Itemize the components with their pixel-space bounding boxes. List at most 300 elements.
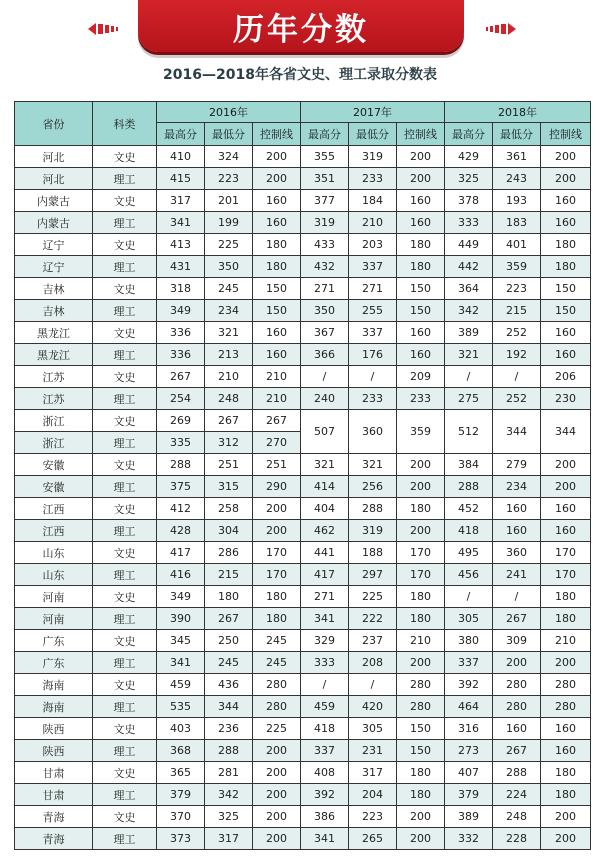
control-line-cell: 280 bbox=[253, 674, 301, 696]
sub-header-control: 控制线 bbox=[397, 123, 445, 146]
control-line-cell: 270 bbox=[253, 432, 301, 454]
banner-title: 历年分数 bbox=[233, 11, 369, 48]
max-score-cell: 507 bbox=[301, 410, 349, 454]
control-line-cell: 206 bbox=[541, 366, 591, 388]
control-line-cell: 280 bbox=[397, 696, 445, 718]
min-score-cell: 321 bbox=[205, 322, 253, 344]
control-line-cell: 180 bbox=[397, 498, 445, 520]
province-cell: 江苏 bbox=[15, 366, 93, 388]
min-score-cell: 243 bbox=[493, 168, 541, 190]
max-score-cell: 288 bbox=[157, 454, 205, 476]
min-score-cell: 160 bbox=[493, 718, 541, 740]
max-score-cell: 367 bbox=[301, 322, 349, 344]
table-row bbox=[15, 410, 591, 432]
control-line-cell: 150 bbox=[397, 718, 445, 740]
control-line-cell: 150 bbox=[253, 300, 301, 322]
control-line-cell: 200 bbox=[541, 454, 591, 476]
control-line-cell: 150 bbox=[397, 740, 445, 762]
min-score-cell: 234 bbox=[205, 300, 253, 322]
province-cell: 广东 bbox=[15, 652, 93, 674]
min-score-cell: 199 bbox=[205, 212, 253, 234]
province-cell: 青海 bbox=[15, 828, 93, 850]
control-line-cell: 200 bbox=[253, 784, 301, 806]
table-row bbox=[15, 454, 591, 476]
province-cell: 吉林 bbox=[15, 300, 93, 322]
max-score-cell: 392 bbox=[301, 784, 349, 806]
table-row bbox=[15, 718, 591, 740]
control-line-cell: 200 bbox=[253, 828, 301, 850]
category-cell: 理工 bbox=[93, 828, 157, 850]
category-cell: 文史 bbox=[93, 190, 157, 212]
max-score-cell: 442 bbox=[445, 256, 493, 278]
control-line-cell: 200 bbox=[397, 828, 445, 850]
min-score-cell: 325 bbox=[205, 806, 253, 828]
min-score-cell: 241 bbox=[493, 564, 541, 586]
min-score-cell: 223 bbox=[493, 278, 541, 300]
control-line-cell: 200 bbox=[397, 476, 445, 498]
max-score-cell: 410 bbox=[157, 146, 205, 168]
max-score-cell: 337 bbox=[445, 652, 493, 674]
right-arrow-ornament-icon bbox=[484, 22, 516, 36]
control-line-cell: 200 bbox=[253, 498, 301, 520]
max-score-cell: 414 bbox=[301, 476, 349, 498]
sub-header-control: 控制线 bbox=[541, 123, 591, 146]
min-score-cell: 319 bbox=[349, 146, 397, 168]
max-score-cell: 305 bbox=[445, 608, 493, 630]
province-cell: 河北 bbox=[15, 146, 93, 168]
max-score-cell: 355 bbox=[301, 146, 349, 168]
max-score-cell: 267 bbox=[157, 366, 205, 388]
min-score-cell: 252 bbox=[493, 322, 541, 344]
category-cell: 理工 bbox=[93, 564, 157, 586]
control-line-cell: 160 bbox=[541, 190, 591, 212]
category-cell: 理工 bbox=[93, 344, 157, 366]
max-score-cell: 417 bbox=[157, 542, 205, 564]
max-score-cell: 452 bbox=[445, 498, 493, 520]
control-line-cell: 200 bbox=[541, 476, 591, 498]
min-score-cell: 223 bbox=[205, 168, 253, 190]
header-row-years bbox=[15, 102, 591, 123]
table-row bbox=[15, 344, 591, 366]
max-score-cell: 431 bbox=[157, 256, 205, 278]
control-line-cell: 267 bbox=[253, 410, 301, 432]
min-score-cell: 188 bbox=[349, 542, 397, 564]
sub-header-min: 最低分 bbox=[205, 123, 253, 146]
control-line-cell: 160 bbox=[253, 344, 301, 366]
max-score-cell: 345 bbox=[157, 630, 205, 652]
max-score-cell: 333 bbox=[301, 652, 349, 674]
max-score-cell: 417 bbox=[301, 564, 349, 586]
table-row bbox=[15, 388, 591, 410]
min-score-cell: 286 bbox=[205, 542, 253, 564]
control-line-cell: 200 bbox=[253, 520, 301, 542]
province-cell: 山东 bbox=[15, 564, 93, 586]
min-score-cell: 360 bbox=[493, 542, 541, 564]
category-cell: 理工 bbox=[93, 212, 157, 234]
province-cell: 江西 bbox=[15, 520, 93, 542]
category-cell: 文史 bbox=[93, 278, 157, 300]
control-line-cell: 280 bbox=[253, 696, 301, 718]
max-score-cell: 342 bbox=[445, 300, 493, 322]
max-score-cell: 317 bbox=[157, 190, 205, 212]
province-cell: 陕西 bbox=[15, 740, 93, 762]
control-line-cell: 150 bbox=[541, 278, 591, 300]
table-row bbox=[15, 630, 591, 652]
max-score-cell: 335 bbox=[157, 432, 205, 454]
min-score-cell: 210 bbox=[205, 366, 253, 388]
max-score-cell: 418 bbox=[445, 520, 493, 542]
max-score-cell: 456 bbox=[445, 564, 493, 586]
max-score-cell: / bbox=[445, 586, 493, 608]
control-line-cell: 200 bbox=[253, 762, 301, 784]
control-line-cell: 150 bbox=[397, 278, 445, 300]
min-score-cell: 288 bbox=[493, 762, 541, 784]
category-cell: 理工 bbox=[93, 388, 157, 410]
province-cell: 内蒙古 bbox=[15, 190, 93, 212]
table-row bbox=[15, 300, 591, 322]
sub-header-max: 最高分 bbox=[301, 123, 349, 146]
min-score-cell: 251 bbox=[205, 454, 253, 476]
max-score-cell: 416 bbox=[157, 564, 205, 586]
control-line-cell: 210 bbox=[541, 630, 591, 652]
min-score-cell: 288 bbox=[205, 740, 253, 762]
control-line-cell: 160 bbox=[253, 190, 301, 212]
control-line-cell: 200 bbox=[253, 168, 301, 190]
max-score-cell: 390 bbox=[157, 608, 205, 630]
min-score-cell: 225 bbox=[349, 586, 397, 608]
category-cell: 理工 bbox=[93, 168, 157, 190]
min-score-cell: 228 bbox=[493, 828, 541, 850]
min-score-cell: 344 bbox=[493, 410, 541, 454]
province-cell: 安徽 bbox=[15, 454, 93, 476]
control-line-cell: 150 bbox=[397, 300, 445, 322]
max-score-cell: 333 bbox=[445, 212, 493, 234]
min-score-cell: 224 bbox=[493, 784, 541, 806]
category-cell: 文史 bbox=[93, 586, 157, 608]
category-cell: 文史 bbox=[93, 498, 157, 520]
control-line-cell: 160 bbox=[541, 322, 591, 344]
control-line-cell: 200 bbox=[541, 168, 591, 190]
min-score-cell: 201 bbox=[205, 190, 253, 212]
min-score-cell: 344 bbox=[205, 696, 253, 718]
sub-header-min: 最低分 bbox=[493, 123, 541, 146]
table-subtitle: 2016—2018年各省文史、理工录取分数表 bbox=[163, 67, 437, 83]
max-score-cell: 428 bbox=[157, 520, 205, 542]
min-score-cell: 281 bbox=[205, 762, 253, 784]
max-score-cell: 407 bbox=[445, 762, 493, 784]
min-score-cell: 315 bbox=[205, 476, 253, 498]
table-row bbox=[15, 652, 591, 674]
max-score-cell: 464 bbox=[445, 696, 493, 718]
category-cell: 理工 bbox=[93, 652, 157, 674]
category-cell: 文史 bbox=[93, 366, 157, 388]
min-score-cell: 280 bbox=[493, 674, 541, 696]
max-score-cell: 269 bbox=[157, 410, 205, 432]
min-score-cell: 252 bbox=[493, 388, 541, 410]
table-row bbox=[15, 212, 591, 234]
max-score-cell: 495 bbox=[445, 542, 493, 564]
category-cell: 文史 bbox=[93, 410, 157, 432]
min-score-cell: 350 bbox=[205, 256, 253, 278]
category-cell: 理工 bbox=[93, 256, 157, 278]
max-score-cell: 404 bbox=[301, 498, 349, 520]
table-row bbox=[15, 234, 591, 256]
max-score-cell: 341 bbox=[301, 608, 349, 630]
control-line-cell: 180 bbox=[397, 256, 445, 278]
control-line-cell: 160 bbox=[541, 520, 591, 542]
max-score-cell: 332 bbox=[445, 828, 493, 850]
min-score-cell: 160 bbox=[493, 520, 541, 542]
province-cell: 内蒙古 bbox=[15, 212, 93, 234]
min-score-cell: 183 bbox=[493, 212, 541, 234]
max-score-cell: 433 bbox=[301, 234, 349, 256]
min-score-cell: 401 bbox=[493, 234, 541, 256]
min-score-cell: 176 bbox=[349, 344, 397, 366]
max-score-cell: 380 bbox=[445, 630, 493, 652]
min-score-cell: 256 bbox=[349, 476, 397, 498]
max-score-cell: 321 bbox=[445, 344, 493, 366]
table-row bbox=[15, 322, 591, 344]
min-score-cell: 215 bbox=[493, 300, 541, 322]
min-score-cell: 305 bbox=[349, 718, 397, 740]
category-cell: 文史 bbox=[93, 718, 157, 740]
table-row bbox=[15, 586, 591, 608]
table-row bbox=[15, 476, 591, 498]
control-line-cell: 180 bbox=[397, 762, 445, 784]
min-score-cell: / bbox=[349, 674, 397, 696]
table-row bbox=[15, 278, 591, 300]
max-score-cell: 403 bbox=[157, 718, 205, 740]
table-row bbox=[15, 498, 591, 520]
max-score-cell: 336 bbox=[157, 344, 205, 366]
min-score-cell: 223 bbox=[349, 806, 397, 828]
category-cell: 文史 bbox=[93, 806, 157, 828]
control-line-cell: 160 bbox=[541, 344, 591, 366]
control-line-cell: 200 bbox=[397, 806, 445, 828]
min-score-cell: 250 bbox=[205, 630, 253, 652]
max-score-cell: 459 bbox=[301, 696, 349, 718]
control-line-cell: 160 bbox=[541, 740, 591, 762]
max-score-cell: 408 bbox=[301, 762, 349, 784]
min-score-cell: 312 bbox=[205, 432, 253, 454]
table-row bbox=[15, 366, 591, 388]
control-line-cell: 210 bbox=[253, 366, 301, 388]
min-score-cell: 271 bbox=[349, 278, 397, 300]
max-score-cell: 240 bbox=[301, 388, 349, 410]
control-line-cell: 180 bbox=[397, 586, 445, 608]
province-cell: 甘肃 bbox=[15, 762, 93, 784]
min-score-cell: 255 bbox=[349, 300, 397, 322]
control-line-cell: 160 bbox=[541, 212, 591, 234]
min-score-cell: 324 bbox=[205, 146, 253, 168]
control-line-cell: 359 bbox=[397, 410, 445, 454]
min-score-cell: 337 bbox=[349, 322, 397, 344]
control-line-cell: 150 bbox=[253, 278, 301, 300]
control-line-cell: 170 bbox=[541, 542, 591, 564]
control-line-cell: 180 bbox=[541, 762, 591, 784]
header-banner-area bbox=[0, 0, 600, 60]
min-score-cell: 267 bbox=[205, 608, 253, 630]
min-score-cell: 237 bbox=[349, 630, 397, 652]
category-cell: 理工 bbox=[93, 784, 157, 806]
max-score-cell: 288 bbox=[445, 476, 493, 498]
min-score-cell: 321 bbox=[349, 454, 397, 476]
control-line-cell: 160 bbox=[541, 498, 591, 520]
category-cell: 文史 bbox=[93, 322, 157, 344]
max-score-cell: 418 bbox=[301, 718, 349, 740]
table-row bbox=[15, 542, 591, 564]
control-line-cell: 170 bbox=[253, 564, 301, 586]
max-score-cell: 254 bbox=[157, 388, 205, 410]
col-category-header: 科类 bbox=[93, 102, 157, 146]
max-score-cell: 271 bbox=[301, 278, 349, 300]
min-score-cell: / bbox=[493, 586, 541, 608]
min-score-cell: 288 bbox=[349, 498, 397, 520]
province-cell: 辽宁 bbox=[15, 256, 93, 278]
control-line-cell: 230 bbox=[541, 388, 591, 410]
control-line-cell: 200 bbox=[541, 146, 591, 168]
max-score-cell: 325 bbox=[445, 168, 493, 190]
min-score-cell: 193 bbox=[493, 190, 541, 212]
control-line-cell: 160 bbox=[397, 322, 445, 344]
table-row bbox=[15, 828, 591, 850]
table-row bbox=[15, 190, 591, 212]
control-line-cell: 170 bbox=[397, 564, 445, 586]
max-score-cell: 432 bbox=[301, 256, 349, 278]
control-line-cell: 200 bbox=[397, 146, 445, 168]
table-row bbox=[15, 674, 591, 696]
control-line-cell: 200 bbox=[253, 146, 301, 168]
min-score-cell: 317 bbox=[205, 828, 253, 850]
min-score-cell: 297 bbox=[349, 564, 397, 586]
max-score-cell: 336 bbox=[157, 322, 205, 344]
control-line-cell: 170 bbox=[541, 564, 591, 586]
province-cell: 河北 bbox=[15, 168, 93, 190]
control-line-cell: 170 bbox=[253, 542, 301, 564]
province-cell: 吉林 bbox=[15, 278, 93, 300]
province-cell: 江西 bbox=[15, 498, 93, 520]
min-score-cell: 203 bbox=[349, 234, 397, 256]
max-score-cell: / bbox=[445, 366, 493, 388]
control-line-cell: 180 bbox=[253, 586, 301, 608]
control-line-cell: 180 bbox=[397, 784, 445, 806]
province-cell: 黑龙江 bbox=[15, 322, 93, 344]
sub-header-control: 控制线 bbox=[253, 123, 301, 146]
control-line-cell: 150 bbox=[541, 300, 591, 322]
control-line-cell: 160 bbox=[253, 212, 301, 234]
province-cell: 山东 bbox=[15, 542, 93, 564]
min-score-cell: 236 bbox=[205, 718, 253, 740]
min-score-cell: 279 bbox=[493, 454, 541, 476]
max-score-cell: 415 bbox=[157, 168, 205, 190]
min-score-cell: 258 bbox=[205, 498, 253, 520]
control-line-cell: 200 bbox=[397, 520, 445, 542]
max-score-cell: 337 bbox=[301, 740, 349, 762]
province-cell: 浙江 bbox=[15, 410, 93, 432]
control-line-cell: 200 bbox=[397, 652, 445, 674]
min-score-cell: 267 bbox=[493, 608, 541, 630]
control-line-cell: 251 bbox=[253, 454, 301, 476]
control-line-cell: 200 bbox=[541, 652, 591, 674]
max-score-cell: 349 bbox=[157, 300, 205, 322]
max-score-cell: 441 bbox=[301, 542, 349, 564]
max-score-cell: 370 bbox=[157, 806, 205, 828]
category-cell: 理工 bbox=[93, 520, 157, 542]
control-line-cell: 280 bbox=[397, 674, 445, 696]
province-cell: 海南 bbox=[15, 674, 93, 696]
control-line-cell: 180 bbox=[541, 608, 591, 630]
province-cell: 浙江 bbox=[15, 432, 93, 454]
sub-header-max: 最高分 bbox=[445, 123, 493, 146]
control-line-cell: 245 bbox=[253, 652, 301, 674]
control-line-cell: 210 bbox=[253, 388, 301, 410]
max-score-cell: 271 bbox=[301, 586, 349, 608]
max-score-cell: 378 bbox=[445, 190, 493, 212]
max-score-cell: 275 bbox=[445, 388, 493, 410]
table-row bbox=[15, 256, 591, 278]
control-line-cell: 245 bbox=[253, 630, 301, 652]
province-cell: 黑龙江 bbox=[15, 344, 93, 366]
min-score-cell: 361 bbox=[493, 146, 541, 168]
category-cell: 理工 bbox=[93, 696, 157, 718]
province-cell: 河南 bbox=[15, 586, 93, 608]
year-header-2017: 2017年 bbox=[301, 102, 445, 123]
min-score-cell: 192 bbox=[493, 344, 541, 366]
max-score-cell: 318 bbox=[157, 278, 205, 300]
category-cell: 文史 bbox=[93, 454, 157, 476]
control-line-cell: 200 bbox=[253, 806, 301, 828]
max-score-cell: 319 bbox=[301, 212, 349, 234]
table-row bbox=[15, 740, 591, 762]
min-score-cell: 200 bbox=[493, 652, 541, 674]
min-score-cell: 337 bbox=[349, 256, 397, 278]
min-score-cell: 222 bbox=[349, 608, 397, 630]
max-score-cell: 459 bbox=[157, 674, 205, 696]
control-line-cell: 290 bbox=[253, 476, 301, 498]
table-row bbox=[15, 168, 591, 190]
max-score-cell: 389 bbox=[445, 322, 493, 344]
control-line-cell: 209 bbox=[397, 366, 445, 388]
max-score-cell: 329 bbox=[301, 630, 349, 652]
min-score-cell: 213 bbox=[205, 344, 253, 366]
max-score-cell: 429 bbox=[445, 146, 493, 168]
table-row bbox=[15, 608, 591, 630]
min-score-cell: 233 bbox=[349, 168, 397, 190]
table-row bbox=[15, 146, 591, 168]
min-score-cell: 245 bbox=[205, 652, 253, 674]
max-score-cell: 368 bbox=[157, 740, 205, 762]
min-score-cell: 319 bbox=[349, 520, 397, 542]
table-row bbox=[15, 520, 591, 542]
min-score-cell: 267 bbox=[205, 410, 253, 432]
control-line-cell: 200 bbox=[253, 740, 301, 762]
category-cell: 文史 bbox=[93, 234, 157, 256]
max-score-cell: 512 bbox=[445, 410, 493, 454]
min-score-cell: 360 bbox=[349, 410, 397, 454]
category-cell: 理工 bbox=[93, 476, 157, 498]
max-score-cell: / bbox=[301, 674, 349, 696]
max-score-cell: 341 bbox=[301, 828, 349, 850]
min-score-cell: 184 bbox=[349, 190, 397, 212]
min-score-cell: / bbox=[493, 366, 541, 388]
province-cell: 海南 bbox=[15, 696, 93, 718]
max-score-cell: 364 bbox=[445, 278, 493, 300]
min-score-cell: 204 bbox=[349, 784, 397, 806]
category-cell: 理工 bbox=[93, 300, 157, 322]
category-cell: 文史 bbox=[93, 630, 157, 652]
max-score-cell: 379 bbox=[445, 784, 493, 806]
control-line-cell: 180 bbox=[253, 256, 301, 278]
